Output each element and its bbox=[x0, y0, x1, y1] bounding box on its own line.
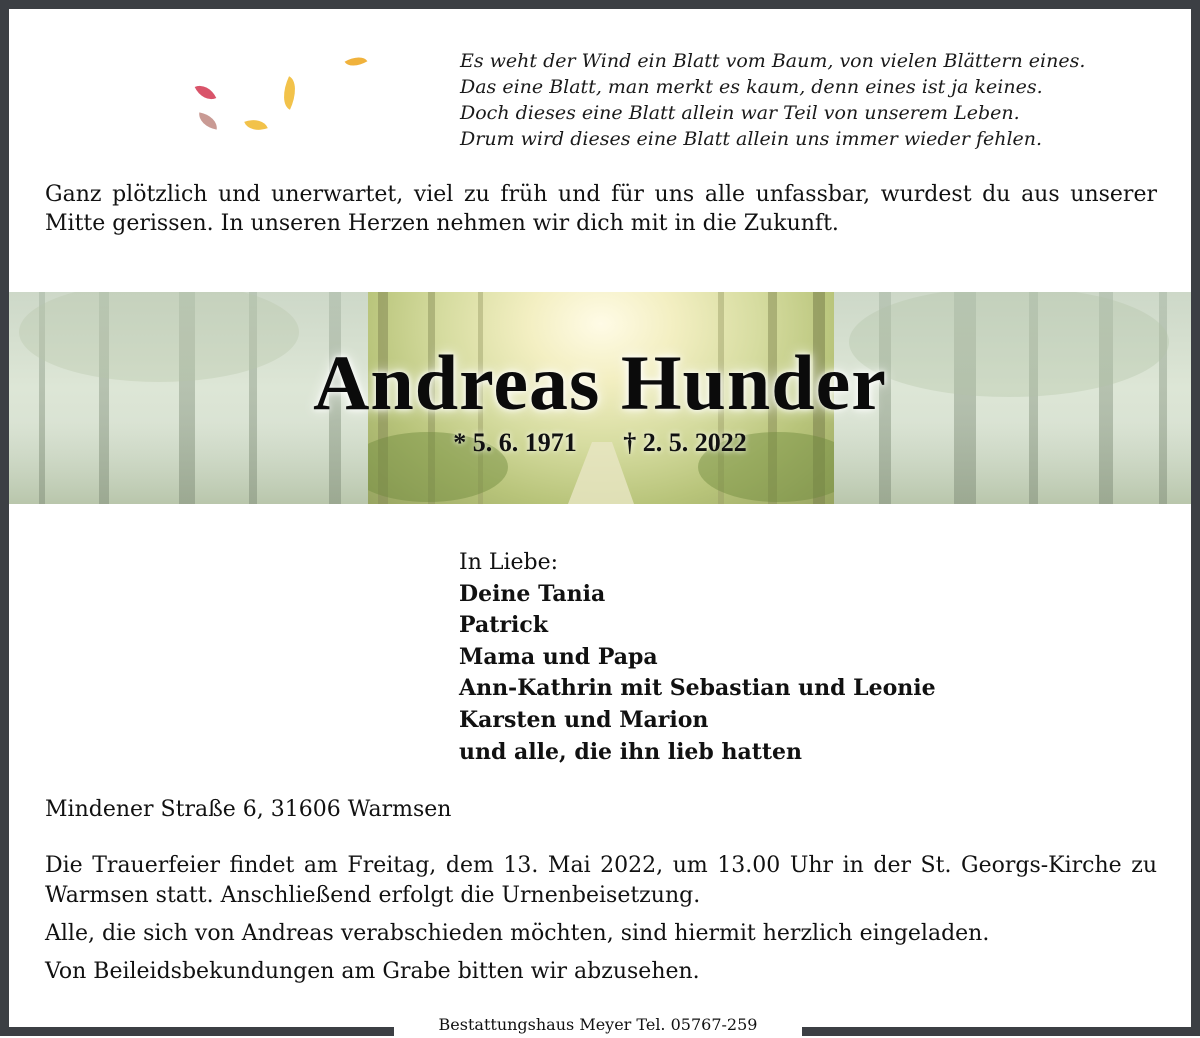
leaf-icon bbox=[276, 76, 302, 110]
family-member: Patrick bbox=[459, 612, 548, 639]
family-list bbox=[459, 547, 1099, 768]
family-member: Karsten und Marion bbox=[459, 706, 709, 733]
family-member: Mama und Papa bbox=[459, 643, 658, 670]
family-lead: In Liebe: bbox=[459, 550, 559, 575]
poem-line: Es weht der Wind ein Blatt vom Baum, von vielen Blättern eines. bbox=[460, 50, 1086, 72]
funeral-home-footer: Bestattungshaus Meyer Tel. 05767-259 bbox=[394, 1012, 802, 1036]
birth-date: * 5. 6. 1971 bbox=[453, 428, 577, 457]
family-member: Ann-Kathrin mit Sebastian und Leonie bbox=[459, 675, 936, 702]
deceased-name: Andreas Hunder bbox=[313, 339, 887, 426]
address: Mindener Straße 6, 31606 Warmsen bbox=[45, 797, 452, 822]
leaf-icon bbox=[195, 81, 217, 105]
family-member: Deine Tania bbox=[459, 580, 606, 607]
leaf-icon bbox=[244, 115, 268, 135]
leaf-icon bbox=[345, 52, 368, 72]
poem bbox=[460, 48, 1180, 152]
poem-line: Drum wird dieses eine Blatt allein uns immer wieder fehlen. bbox=[460, 128, 1043, 150]
poem-line: Doch dieses eine Blatt allein war Teil von unserem Leben. bbox=[460, 102, 1020, 124]
family-member: und alle, die ihn lieb hatten bbox=[459, 738, 803, 765]
leaf-icon bbox=[197, 112, 219, 129]
ceremony-text: Die Trauerfeier findet am Freitag, dem 13. Mai 2022, um 13.00 Uhr in der St. Georgs-Kirche zu Warmsen statt. Anschließend erfolgt die Urnenbeisetzung. bbox=[45, 853, 1157, 908]
intro-text: Ganz plötzlich und unerwartet, viel zu früh und für uns alle unfassbar, wurdest du aus unserer Mitte gerissen. In unseren Herzen nehmen wir dich mit in die Zukunft. bbox=[45, 182, 1157, 236]
life-dates bbox=[0, 428, 1200, 458]
falling-leaves-decoration bbox=[190, 50, 390, 140]
poem-line: Das eine Blatt, man merkt es kaum, denn eines ist ja keines. bbox=[460, 76, 1043, 98]
condolence-text: Von Beileidsbekundungen am Grabe bitten wir abzusehen. bbox=[45, 959, 700, 984]
invitation-text: Alle, die sich von Andreas verabschieden möchten, sind hiermit herzlich eingeladen. bbox=[45, 921, 990, 946]
death-date: † 2. 5. 2022 bbox=[623, 428, 747, 457]
service-info bbox=[45, 851, 1157, 995]
